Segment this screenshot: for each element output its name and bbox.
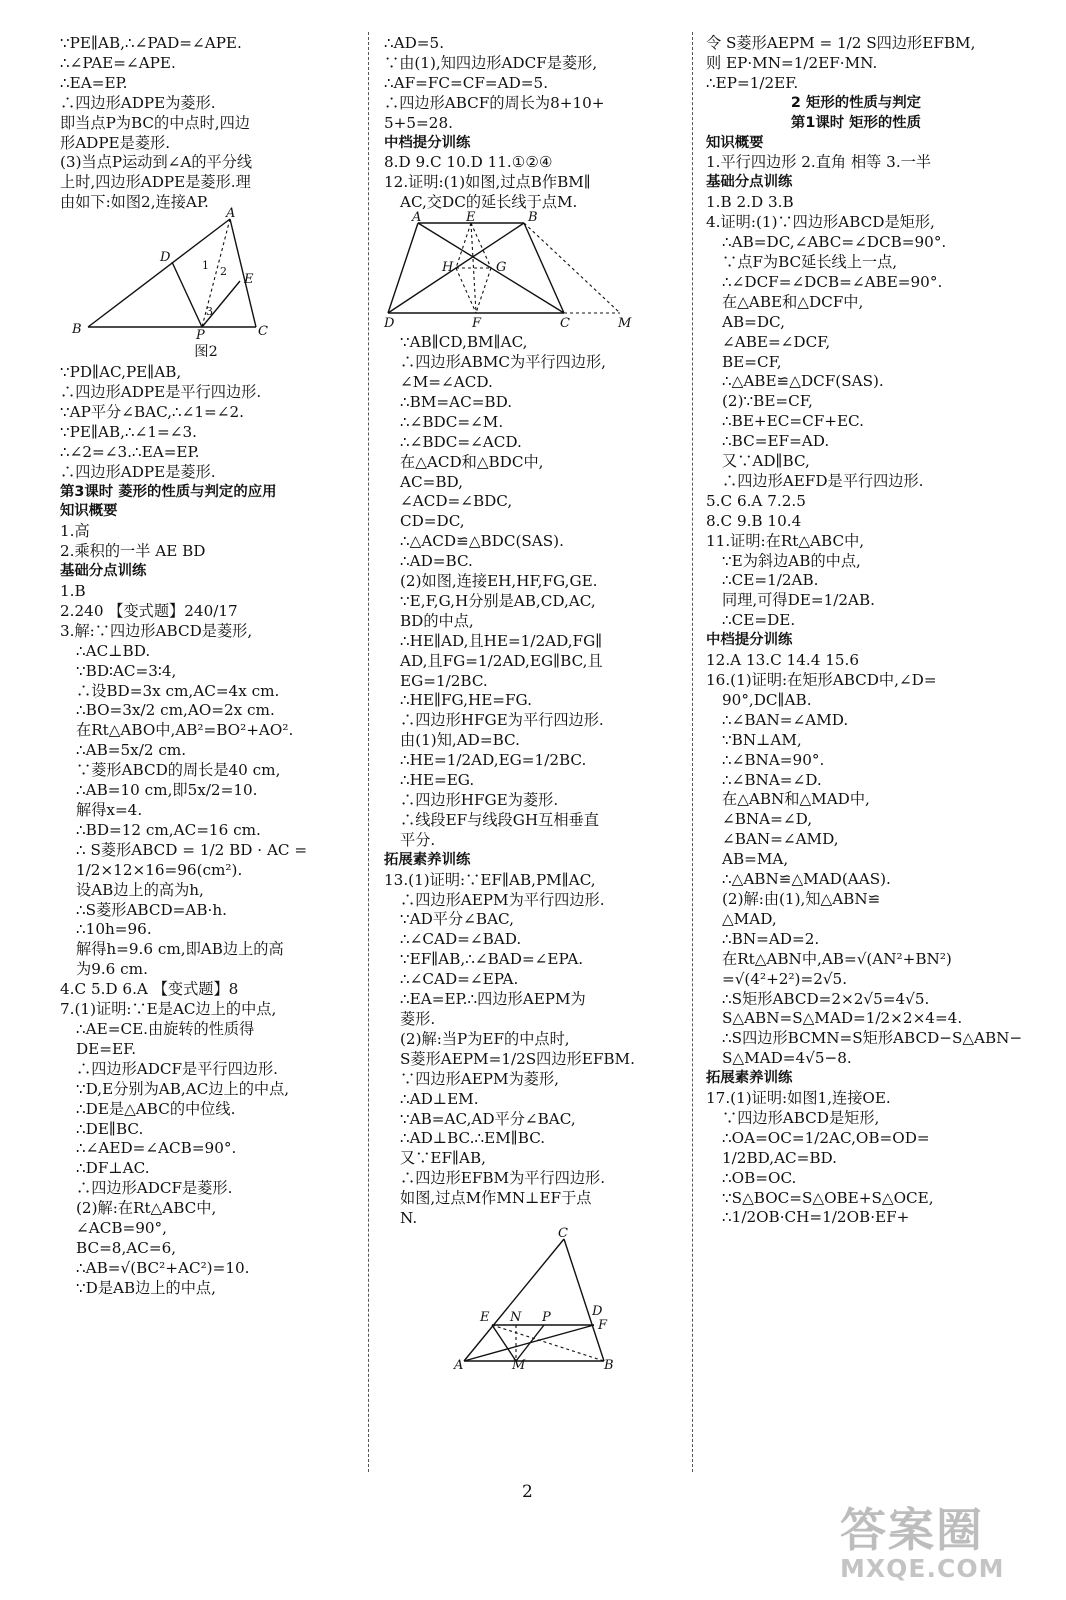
answer-line: 在△ACD和△BDC中, <box>400 452 544 471</box>
answer-line: ∴四边形ADPE是菱形. <box>60 462 216 481</box>
fig12-label-h: H <box>442 260 454 276</box>
answer-line: 设AB边上的高为h, <box>76 880 204 899</box>
section-heading: 中档提分训练 <box>384 134 471 151</box>
answer-line: ∴四边形ADCF是菱形. <box>76 1179 233 1198</box>
fig12-label-e: E <box>466 210 476 226</box>
answer-line: ∴DE∥BC. <box>76 1119 144 1138</box>
answer-line: ∴EA=EP.∴四边形AEPM为 <box>400 990 586 1009</box>
answer-line: 2.乘积的一半 AE BD <box>60 542 206 561</box>
answer-line: S△ABN=S△MAD=1/2×2×4=4. <box>722 1009 963 1028</box>
figure-12-trapezoid <box>384 210 634 332</box>
answer-line: ∴AC⊥BD. <box>76 641 151 660</box>
answer-line: AB=MA, <box>722 850 789 869</box>
answer-line: 1/2BD,AC=BD. <box>722 1148 838 1167</box>
answer-line: ∵S△BOC=S△OBE+S△OCE, <box>722 1188 934 1207</box>
answer-line: 13.(1)证明:∵EF∥AB,PM∥AC, <box>384 870 596 889</box>
answer-line: ∵AD平分∠BAC, <box>400 910 514 929</box>
answer-line: ∵PE∥AB,∴∠1=∠3. <box>60 422 197 441</box>
answer-line: 5.C 6.A 7.2.5 <box>706 491 806 510</box>
answer-line: ∵点F为BC延长线上一点, <box>722 252 898 271</box>
fig13-label-e: E <box>480 1309 490 1325</box>
answer-line: 2.240 【变式题】240/17 <box>60 601 238 620</box>
figure-2-triangle <box>60 206 268 344</box>
answer-line: DE=EF. <box>76 1039 137 1058</box>
answer-line: AC,交DC的延长线于点M. <box>400 193 578 212</box>
answer-line: 如图,过点M作MN⊥EF于点 <box>400 1189 592 1208</box>
answer-line: ∴∠BDC=∠M. <box>400 412 504 431</box>
answer-line: 12.证明:(1)如图,过点B作BM∥ <box>384 173 591 192</box>
answer-line: 同理,可得DE=1/2AB. <box>722 591 875 610</box>
answer-line: 则 EP·MN=1/2EF·MN. <box>706 53 878 72</box>
fig13-label-b: B <box>604 1357 614 1373</box>
answer-line: 5+5=28. <box>384 113 453 132</box>
answer-column-1 <box>60 34 352 1299</box>
answer-line: ∴△ABN≌△MAD(AAS). <box>722 870 891 889</box>
fig2-label-c: C <box>258 324 268 340</box>
answer-line: ∴四边形HFGE为菱形. <box>400 791 559 809</box>
answer-line: ∴∠BNA=90°. <box>722 750 825 769</box>
answer-line: ∵E为斜边AB的中点, <box>722 551 861 570</box>
fig2-label-a: A <box>226 206 236 222</box>
answer-line: (2)如图,连接EH,HF,FG,GE. <box>400 572 598 591</box>
fig2-label-p: P <box>196 328 205 344</box>
answer-line: ∴四边形ADPE是平行四边形. <box>60 382 262 401</box>
section-heading: 第3课时 菱形的性质与判定的应用 <box>60 483 277 500</box>
fig12-label-c: C <box>560 316 570 332</box>
answer-line: △MAD, <box>722 909 777 928</box>
answer-line: (2)∵BE=CF, <box>722 392 813 411</box>
answer-line: 4.证明:(1)∵四边形ABCD是矩形, <box>706 213 935 232</box>
answer-line: ∠ACB=90°, <box>76 1219 167 1238</box>
answer-line: 12.A 13.C 14.4 15.6 <box>706 651 860 670</box>
section-heading: 知识概要 <box>706 134 764 151</box>
fig12-label-d: D <box>384 316 395 332</box>
figure-13-triangle <box>454 1225 654 1373</box>
answer-line: AC=BD, <box>400 472 463 491</box>
answer-line: ∴∠BDC=∠ACD. <box>400 432 522 451</box>
section-heading: 中档提分训练 <box>706 632 793 649</box>
section-heading: 2 矩形的性质与判定 <box>790 94 922 111</box>
answer-line: 11.证明:在Rt△ABC中, <box>706 531 865 550</box>
answer-line: ∴S菱形ABCD=AB·h. <box>76 900 227 919</box>
answer-line: EG=1/2BC. <box>400 671 488 690</box>
answer-line: ∵D是AB边上的中点, <box>76 1278 216 1297</box>
answer-line: ∴DE是△ABC的中位线. <box>76 1099 236 1118</box>
answer-line: 为9.6 cm. <box>76 960 148 979</box>
answer-line: 1.平行四边形 2.直角 相等 3.一半 <box>706 153 932 172</box>
answer-line: 8.D 9.C 10.D 11.①②④ <box>384 153 553 172</box>
answer-line: ∴∠CAD=∠BAD. <box>400 930 522 949</box>
answer-line: =√(4²+2²)=2√5. <box>722 969 848 988</box>
fig12-label-a: A <box>412 210 422 226</box>
answer-line: ∴四边形ADCF是平行四边形. <box>76 1059 279 1078</box>
answer-line: BC=8,AC=6, <box>76 1238 177 1257</box>
answer-line: ∴AF=FC=CF=AD=5. <box>384 73 549 92</box>
fig2-label-angle2: 2 <box>220 265 227 279</box>
answer-line: ∴∠AED=∠ACB=90°. <box>76 1139 237 1158</box>
answer-line: ∴HE∥AD,且HE=1/2AD,FG∥ <box>400 631 603 650</box>
answer-line: 90°,DC∥AB. <box>722 690 812 709</box>
answer-line: ∴△ACD≌△BDC(SAS). <box>400 532 564 551</box>
answer-line: ∴四边形ABMC为平行四边形, <box>400 353 607 372</box>
fig2-label-angle3: 3 <box>206 305 213 319</box>
answer-line: 在Rt△ABO中,AB²=BO²+AO². <box>76 721 294 740</box>
fig12-label-m: M <box>618 316 632 332</box>
answer-line: ∴AB=10 cm,即5x/2=10. <box>76 781 258 800</box>
answer-line: ∵四边形AEPM为菱形, <box>400 1069 559 1088</box>
fig2-label-e: E <box>244 272 254 288</box>
answer-line: ∵AB∥CD,BM∥AC, <box>400 333 528 352</box>
answer-line: ∴S四边形BCMN=S矩形ABCD−S△ABN− <box>722 1029 1023 1048</box>
answer-line: ∴EA=EP. <box>60 73 128 92</box>
answer-line: AB=DC, <box>722 312 785 331</box>
answer-line: CD=DC, <box>400 512 465 531</box>
page-number: 2 <box>522 1482 533 1502</box>
answer-line: ∴HE=1/2AD,EG=1/2BC. <box>400 751 587 770</box>
answer-line: 由(1)知,AD=BC. <box>400 731 520 750</box>
answer-line: BD的中点, <box>400 611 474 630</box>
answer-line: ∴BD=12 cm,AC=16 cm. <box>76 820 261 839</box>
answer-line: (3)当点P运动到∠A的平分线 <box>60 153 253 172</box>
fig2-label-b: B <box>72 322 82 338</box>
section-heading: 知识概要 <box>60 503 118 520</box>
answer-line: ∴四边形AEPM为平行四边形. <box>400 890 605 909</box>
answer-line: ∴AD⊥BC.∴EM∥BC. <box>400 1129 546 1148</box>
answer-line: 8.C 9.B 10.4 <box>706 511 802 530</box>
fig12-label-b: B <box>528 210 538 226</box>
answer-line: (2)解:当P为EF的中点时, <box>400 1029 570 1048</box>
answer-line: (2)解:在Rt△ABC中, <box>76 1199 217 1218</box>
answer-line: ∴△ABE≌△DCF(SAS). <box>722 372 884 391</box>
column-divider-2 <box>692 32 693 1472</box>
answer-line: ∴AD=BC. <box>400 552 473 571</box>
answer-column-3 <box>706 34 1023 1228</box>
section-heading: 第1课时 矩形的性质 <box>790 114 922 131</box>
answer-line: 1/2×12×16=96(cm²). <box>76 860 243 879</box>
answer-line: ∵D,E分别为AB,AC边上的中点, <box>76 1079 290 1098</box>
section-heading: 拓展素养训练 <box>384 851 471 868</box>
answer-line: 1.高 <box>60 522 90 541</box>
answer-line: 3.解:∵四边形ABCD是菱形, <box>60 621 253 640</box>
figure-caption: 图2 <box>194 344 218 361</box>
answer-line: ∴四边形AEFD是平行四边形. <box>722 471 924 490</box>
answer-line: 即当点P为BC的中点时,四边 <box>60 113 250 132</box>
watermark-title: 答案圈 <box>840 1503 984 1557</box>
answer-line: ∵AB=AC,AD平分∠BAC, <box>400 1109 576 1128</box>
answer-line: ∵由(1),知四边形ADCF是菱形, <box>384 53 598 72</box>
fig2-label-d: D <box>160 250 171 266</box>
answer-line: ∴HE=EG. <box>400 771 475 790</box>
answer-line: ∴1/2OB·CH=1/2OB·EF+ <box>722 1208 910 1227</box>
answer-line: ∠BNA=∠D, <box>722 810 813 829</box>
answer-line: 令 S菱形AEPM = 1/2 S四边形EFBM, <box>706 34 976 52</box>
answer-line: ∠BAN=∠AMD, <box>722 830 839 849</box>
fig12-label-f: F <box>472 316 482 332</box>
answer-line: ∴AE=CE.由旋转的性质得 <box>76 1019 255 1038</box>
answer-line: ∴10h=96. <box>76 920 152 939</box>
fig13-label-m: M <box>512 1357 526 1373</box>
answer-line: ∴∠PAE=∠APE. <box>60 53 176 72</box>
answer-line: ∴CE=1/2AB. <box>722 571 819 590</box>
answer-line: ∴DF⊥AC. <box>76 1159 150 1178</box>
answer-line: ∴四边形HFGE为平行四边形. <box>400 711 604 730</box>
answer-line: (2)解:由(1),知△ABN≌ <box>722 889 881 908</box>
answer-line: ∠ACD=∠BDC, <box>400 492 513 511</box>
answer-line: ∴HE∥FG,HE=FG. <box>400 691 532 710</box>
answer-line: ∴OA=OC=1/2AC,OB=OD= <box>722 1128 930 1147</box>
answer-line: ∵PE∥AB,∴∠PAD=∠APE. <box>60 34 242 52</box>
answer-line: ∴四边形ADPE为菱形. <box>60 93 216 112</box>
answer-line: ∵EF∥AB,∴∠BAD=∠EPA. <box>400 950 584 969</box>
section-heading: 基础分点训练 <box>60 563 147 580</box>
answer-line: ∵四边形ABCD是矩形, <box>722 1108 880 1127</box>
answer-line: ∵PD∥AC,PE∥AB, <box>60 363 182 382</box>
answer-line: ∴∠CAD=∠EPA. <box>400 970 519 989</box>
answer-line: 平分. <box>400 830 436 849</box>
fig13-label-n: N <box>510 1309 522 1325</box>
watermark-url: MXQE.COM <box>840 1554 1005 1583</box>
answer-line: ∴AD=5. <box>384 34 445 52</box>
fig13-label-a: A <box>454 1357 464 1373</box>
answer-line: N. <box>400 1209 418 1228</box>
answer-line: ∴OB=OC. <box>722 1168 797 1187</box>
answer-line: S△MAD=4√5−8. <box>722 1049 852 1068</box>
answer-line: ∴∠2=∠3.∴EA=EP. <box>60 442 200 461</box>
section-heading: 拓展素养训练 <box>706 1070 793 1087</box>
answer-line: ∴BC=EF=AD. <box>722 432 830 451</box>
fig13-label-p: P <box>542 1309 551 1325</box>
section-heading: 基础分点训练 <box>706 174 793 191</box>
answer-line: ∴BM=AC=BD. <box>400 392 513 411</box>
answer-line: 上时,四边形ADPE是菱形.理 <box>60 173 251 192</box>
answer-line: ∵菱形ABCD的周长是40 cm, <box>76 761 281 780</box>
answer-line: ∴设BD=3x cm,AC=4x cm. <box>76 681 280 700</box>
answer-line: ∵BD∶AC=3∶4, <box>76 661 177 680</box>
answer-line: ∴∠BNA=∠D. <box>722 770 822 789</box>
fig12-label-g: G <box>496 260 507 276</box>
answer-line: 解得x=4. <box>76 801 143 819</box>
answer-line: 又∵EF∥AB, <box>400 1149 486 1168</box>
answer-line: ∴BN=AD=2. <box>722 929 820 948</box>
answer-line: 在△ABN和△MAD中, <box>722 790 870 809</box>
answer-line: 7.(1)证明:∵E是AC边上的中点, <box>60 1000 277 1019</box>
answer-line: ∴AB=5x/2 cm. <box>76 741 187 760</box>
answer-line: 在Rt△ABN中,AB=√(AN²+BN²) <box>722 949 952 968</box>
fig13-label-c: C <box>558 1225 568 1241</box>
answer-line: ∴AB=DC,∠ABC=∠DCB=90°. <box>722 233 947 252</box>
answer-line: AD,且FG=1/2AD,EG∥BC,且 <box>400 651 603 670</box>
answer-line: ∴ S菱形ABCD = 1/2 BD · AC = <box>76 840 308 859</box>
answer-line: ∵E,F,G,H分别是AB,CD,AC, <box>400 591 596 610</box>
answer-line: ∴AB=√(BC²+AC²)=10. <box>76 1258 250 1277</box>
answer-line: ∵BN⊥AM, <box>722 730 802 749</box>
answer-line: 又∵AD∥BC, <box>722 452 810 471</box>
answer-line: ∴AD⊥EM. <box>400 1089 479 1108</box>
column-divider-1 <box>368 32 369 1472</box>
answer-line: ∠M=∠ACD. <box>400 372 493 391</box>
answer-line: ∴BO=3x/2 cm,AO=2x cm. <box>76 701 275 720</box>
answer-line: ∴四边形ABCF的周长为8+10+ <box>384 93 605 112</box>
answer-column-2 <box>384 34 680 1373</box>
answer-line: 形ADPE是菱形. <box>60 133 171 152</box>
answer-line: ∴S矩形ABCD=2×2√5=4√5. <box>722 989 930 1008</box>
answer-line: ∵AP平分∠BAC,∴∠1=∠2. <box>60 402 244 421</box>
answer-line: ∴CE=DE. <box>722 611 796 630</box>
answer-line: S菱形AEPM=1/2S四边形EFBM. <box>400 1049 635 1068</box>
answer-line: BE=CF, <box>722 352 782 371</box>
answer-line: 在△ABE和△DCF中, <box>722 292 864 311</box>
answer-line: ∴线段EF与线段GH互相垂直 <box>400 810 599 829</box>
answer-line: ∴四边形EFBM为平行四边形. <box>400 1169 606 1188</box>
answer-line: 1.B <box>60 582 86 601</box>
answer-line: ∴∠BAN=∠AMD. <box>722 710 849 729</box>
answer-line: ∴∠DCF=∠DCB=∠ABE=90°. <box>722 272 943 291</box>
answer-line: ∴EP=1/2EF. <box>706 73 799 92</box>
answer-line: 1.B 2.D 3.B <box>706 193 794 212</box>
fig13-label-d: D <box>592 1303 603 1319</box>
answer-line: 16.(1)证明:在矩形ABCD中,∠D= <box>706 671 937 689</box>
fig13-label-f: F <box>598 1317 608 1333</box>
watermark-logo <box>840 1494 1040 1590</box>
answer-line: 菱形. <box>400 1009 436 1028</box>
answer-line: 4.C 5.D 6.A 【变式题】8 <box>60 980 239 999</box>
answer-line: 由如下:如图2,连接AP. <box>60 193 209 212</box>
answer-line: ∴BE+EC=CF+EC. <box>722 412 864 431</box>
answer-line: 解得h=9.6 cm,即AB边上的高 <box>76 940 284 959</box>
answer-line: ∠ABE=∠DCF, <box>722 332 831 351</box>
fig2-label-angle1: 1 <box>202 259 209 273</box>
answer-line: 17.(1)证明:如图1,连接OE. <box>706 1089 891 1108</box>
